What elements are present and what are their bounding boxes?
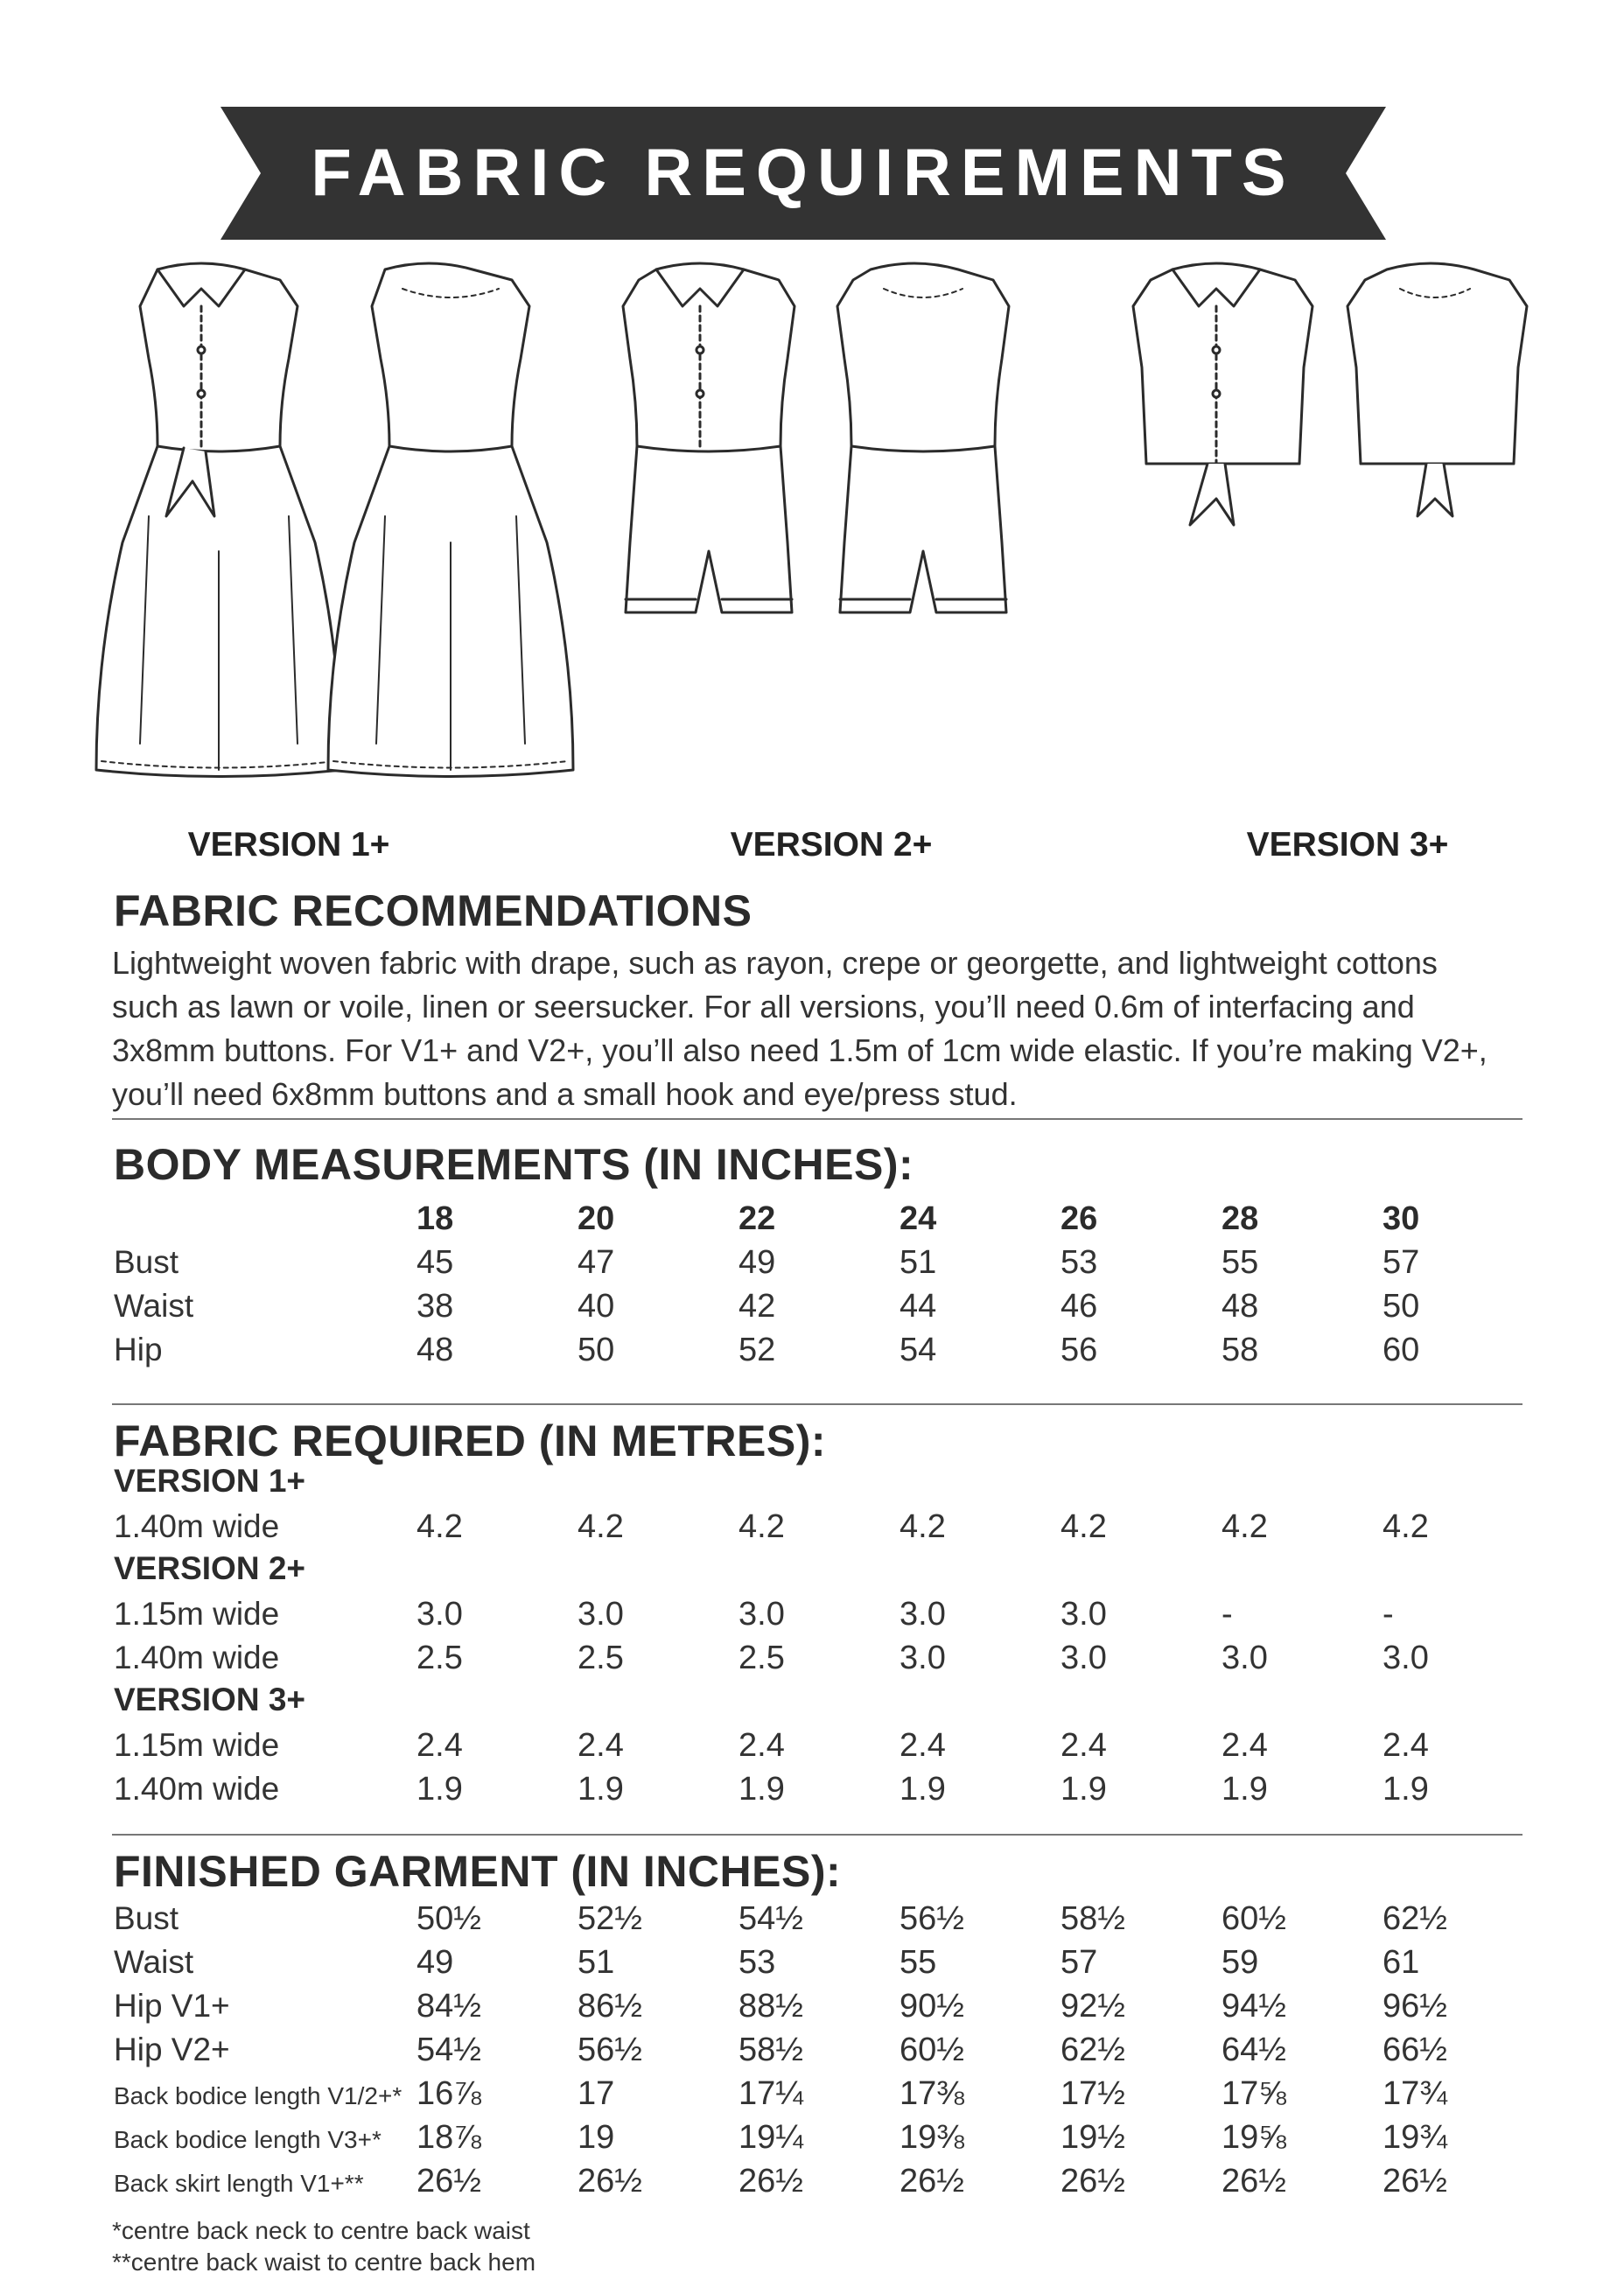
table-cell: 1.9	[1060, 1771, 1107, 1808]
footnote: **centre back waist to centre back hem	[112, 2249, 536, 2276]
version-heading-row	[114, 1682, 1531, 1725]
table-cell: 4.2	[738, 1508, 785, 1545]
table-cell: -	[1382, 1596, 1394, 1633]
table-cell: 3.0	[900, 1596, 946, 1633]
table-row	[114, 1596, 1531, 1640]
table-cell: 3.0	[578, 1596, 624, 1633]
table-cell: 19½	[1060, 2119, 1125, 2156]
row-label: Hip V2+	[114, 2032, 230, 2067]
table-cell: 44	[900, 1288, 937, 1325]
table-cell: 17⅜	[900, 2075, 964, 2112]
table-row	[114, 1988, 1531, 2032]
playsuit-back-illustration	[837, 263, 1009, 612]
table-cell: 26½	[900, 2163, 964, 2200]
table-cell: 2.4	[1060, 1727, 1107, 1764]
table-cell: 96½	[1382, 1988, 1447, 2025]
table-cell: 17	[578, 2075, 615, 2112]
table-cell: 58½	[738, 2032, 803, 2068]
table-cell: 3.0	[416, 1596, 463, 1633]
table-cell: 2.5	[416, 1640, 463, 1676]
table-cell: 52	[738, 1332, 776, 1368]
page-title: FABRIC REQUIREMENTS	[311, 136, 1296, 210]
size-header: 28	[1222, 1200, 1259, 1237]
table-cell: 3.0	[1060, 1596, 1107, 1633]
size-header: 20	[578, 1200, 615, 1237]
table-cell: 62½	[1060, 2032, 1125, 2068]
table-cell: 90½	[900, 1988, 964, 2025]
table-cell: 59	[1222, 1944, 1259, 1981]
table-cell: 18⅞	[416, 2119, 481, 2156]
row-label: 1.40m wide	[114, 1508, 280, 1544]
version-heading: VERSION 1+	[114, 1463, 306, 1499]
table-cell: 61	[1382, 1944, 1420, 1981]
table-cell: 55	[900, 1944, 937, 1981]
recommendations-title: FABRIC RECOMMENDATIONS	[114, 886, 752, 935]
top-front-illustration	[1133, 263, 1312, 525]
table-cell: 84½	[416, 1988, 481, 2025]
table-cell: 4.2	[578, 1508, 624, 1545]
row-label: Back skirt length V1+**	[114, 2170, 364, 2197]
table-cell: 49	[738, 1244, 776, 1281]
table-row	[114, 1727, 1531, 1771]
table-cell: 52½	[578, 1900, 642, 1937]
table-row	[114, 1900, 1531, 1944]
size-header-row	[114, 1200, 1531, 1244]
table-cell: 86½	[578, 1988, 642, 2025]
version-heading: VERSION 3+	[114, 1682, 306, 1717]
table-cell: 1.9	[416, 1771, 463, 1808]
table-cell: 56½	[578, 2032, 642, 2068]
version-1-label: VERSION 1+	[187, 826, 390, 864]
table-cell: 2.5	[578, 1640, 624, 1676]
table-row	[114, 1244, 1531, 1288]
table-cell: 62½	[1382, 1900, 1447, 1937]
table-cell: 1.9	[1382, 1771, 1429, 1808]
table-cell: 1.9	[900, 1771, 946, 1808]
table-cell: 50½	[416, 1900, 481, 1937]
row-label: 1.15m wide	[114, 1727, 280, 1763]
top-back-illustration	[1348, 263, 1527, 516]
table-cell: 26½	[1060, 2163, 1125, 2200]
row-label: Waist	[114, 1944, 194, 1980]
table-row	[114, 2163, 1531, 2207]
recommendations-text: Lightweight woven fabric with drape, such as rayon, crepe or georgette, and lightweight cottons such as lawn or voile, linen or seersucker. For all versions, you’ll need 0.6m of interfacing and 3x8mm buttons. For V1+ and V2+, you’ll also need 1.5m of 1cm wide elastic. If you’re making V2+, you’ll need 6x8mm buttons and a small hook and eye/press stud.	[112, 945, 1488, 1112]
version-3-label: VERSION 3+	[1246, 826, 1449, 864]
table-cell: 92½	[1060, 1988, 1125, 2025]
finished-garment-title: FINISHED GARMENT (IN INCHES):	[114, 1847, 842, 1896]
table-cell: 60½	[900, 2032, 964, 2068]
table-row	[114, 1640, 1531, 1683]
table-row	[114, 1288, 1531, 1332]
table-cell: 3.0	[1060, 1640, 1107, 1676]
table-cell: 51	[900, 1244, 937, 1281]
table-row	[114, 1944, 1531, 1988]
table-cell: 45	[416, 1244, 454, 1281]
table-row	[114, 1771, 1531, 1815]
table-cell: 19⅜	[900, 2119, 964, 2156]
divider	[112, 1834, 1522, 1836]
row-label: 1.40m wide	[114, 1640, 280, 1675]
table-cell: 54½	[738, 1900, 803, 1937]
table-cell: 53	[738, 1944, 776, 1981]
table-cell: 2.4	[1222, 1727, 1268, 1764]
table-row	[114, 2075, 1531, 2119]
table-cell: 3.0	[1382, 1640, 1429, 1676]
fabric-required-title: FABRIC REQUIRED (IN METRES):	[114, 1416, 826, 1465]
table-cell: 19¾	[1382, 2119, 1447, 2156]
table-cell: 60½	[1222, 1900, 1286, 1937]
garment-illustrations	[52, 254, 1575, 814]
size-header: 24	[900, 1200, 937, 1237]
table-cell: 64½	[1222, 2032, 1286, 2068]
table-cell: 16⅞	[416, 2075, 481, 2112]
dress-back-illustration	[328, 263, 573, 777]
table-cell: 57	[1382, 1244, 1420, 1281]
table-cell: 2.5	[738, 1640, 785, 1676]
table-cell: 56	[1060, 1332, 1098, 1368]
title-banner	[220, 107, 1386, 240]
table-cell: 26½	[416, 2163, 481, 2200]
divider	[112, 1118, 1522, 1120]
table-row	[114, 1508, 1531, 1552]
version-heading-row	[114, 1463, 1531, 1507]
size-header: 22	[738, 1200, 776, 1237]
divider	[112, 1403, 1522, 1405]
table-cell: 26½	[578, 2163, 642, 2200]
table-cell: 66½	[1382, 2032, 1447, 2068]
table-cell: 19¼	[738, 2119, 803, 2156]
dress-front-illustration	[96, 263, 341, 777]
size-header: 26	[1060, 1200, 1098, 1237]
table-cell: 2.4	[416, 1727, 463, 1764]
table-cell: 1.9	[1222, 1771, 1268, 1808]
table-cell: 19	[578, 2119, 615, 2156]
table-row	[114, 2032, 1531, 2075]
table-cell: 3.0	[1222, 1640, 1268, 1676]
table-cell: 48	[1222, 1288, 1259, 1325]
row-label: Waist	[114, 1288, 194, 1324]
table-cell: -	[1222, 1596, 1233, 1633]
table-cell: 3.0	[900, 1640, 946, 1676]
version-heading: VERSION 2+	[114, 1550, 306, 1586]
row-label: 1.15m wide	[114, 1596, 280, 1632]
row-label: 1.40m wide	[114, 1771, 280, 1807]
table-cell: 3.0	[738, 1596, 785, 1633]
table-cell: 26½	[738, 2163, 803, 2200]
table-cell: 50	[1382, 1288, 1420, 1325]
table-cell: 58	[1222, 1332, 1259, 1368]
table-cell: 50	[578, 1332, 615, 1368]
table-cell: 2.4	[738, 1727, 785, 1764]
table-cell: 17⅝	[1222, 2075, 1286, 2112]
table-cell: 88½	[738, 1988, 803, 2025]
table-cell: 4.2	[900, 1508, 946, 1545]
table-cell: 47	[578, 1244, 615, 1281]
table-cell: 48	[416, 1332, 454, 1368]
playsuit-front-illustration	[623, 263, 794, 612]
table-row	[114, 1332, 1531, 1375]
table-cell: 94½	[1222, 1988, 1286, 2025]
table-cell: 1.9	[738, 1771, 785, 1808]
version-2-label: VERSION 2+	[730, 826, 933, 864]
size-header: 30	[1382, 1200, 1420, 1237]
table-cell: 4.2	[416, 1508, 463, 1545]
footnote: *centre back neck to centre back waist	[112, 2217, 530, 2244]
table-cell: 26½	[1382, 2163, 1447, 2200]
table-cell: 49	[416, 1944, 454, 1981]
table-cell: 38	[416, 1288, 454, 1325]
table-cell: 54	[900, 1332, 937, 1368]
table-cell: 2.4	[900, 1727, 946, 1764]
table-cell: 1.9	[578, 1771, 624, 1808]
size-header: 18	[416, 1200, 454, 1237]
table-cell: 26½	[1222, 2163, 1286, 2200]
row-label: Hip V1+	[114, 1988, 230, 2024]
table-cell: 46	[1060, 1288, 1098, 1325]
table-cell: 2.4	[578, 1727, 624, 1764]
table-cell: 17¼	[738, 2075, 803, 2112]
table-cell: 51	[578, 1944, 615, 1981]
table-cell: 4.2	[1382, 1508, 1429, 1545]
table-cell: 56½	[900, 1900, 964, 1937]
table-cell: 40	[578, 1288, 615, 1325]
table-cell: 19⅝	[1222, 2119, 1286, 2156]
table-cell: 58½	[1060, 1900, 1125, 1937]
version-heading-row	[114, 1550, 1531, 1594]
table-cell: 53	[1060, 1244, 1098, 1281]
table-cell: 54½	[416, 2032, 481, 2068]
table-cell: 17¾	[1382, 2075, 1447, 2112]
table-cell: 2.4	[1382, 1727, 1429, 1764]
row-label: Back bodice length V1/2+*	[114, 2082, 402, 2109]
table-cell: 4.2	[1060, 1508, 1107, 1545]
row-label: Bust	[114, 1244, 179, 1280]
table-cell: 42	[738, 1288, 776, 1325]
row-label: Bust	[114, 1900, 179, 1936]
table-row	[114, 2119, 1531, 2163]
table-cell: 57	[1060, 1944, 1098, 1981]
body-measurements-title: BODY MEASUREMENTS (IN INCHES):	[114, 1140, 914, 1189]
table-cell: 55	[1222, 1244, 1259, 1281]
table-cell: 60	[1382, 1332, 1420, 1368]
row-label: Back bodice length V3+*	[114, 2126, 382, 2153]
table-cell: 4.2	[1222, 1508, 1268, 1545]
table-cell: 17½	[1060, 2075, 1125, 2112]
row-label: Hip	[114, 1332, 163, 1367]
